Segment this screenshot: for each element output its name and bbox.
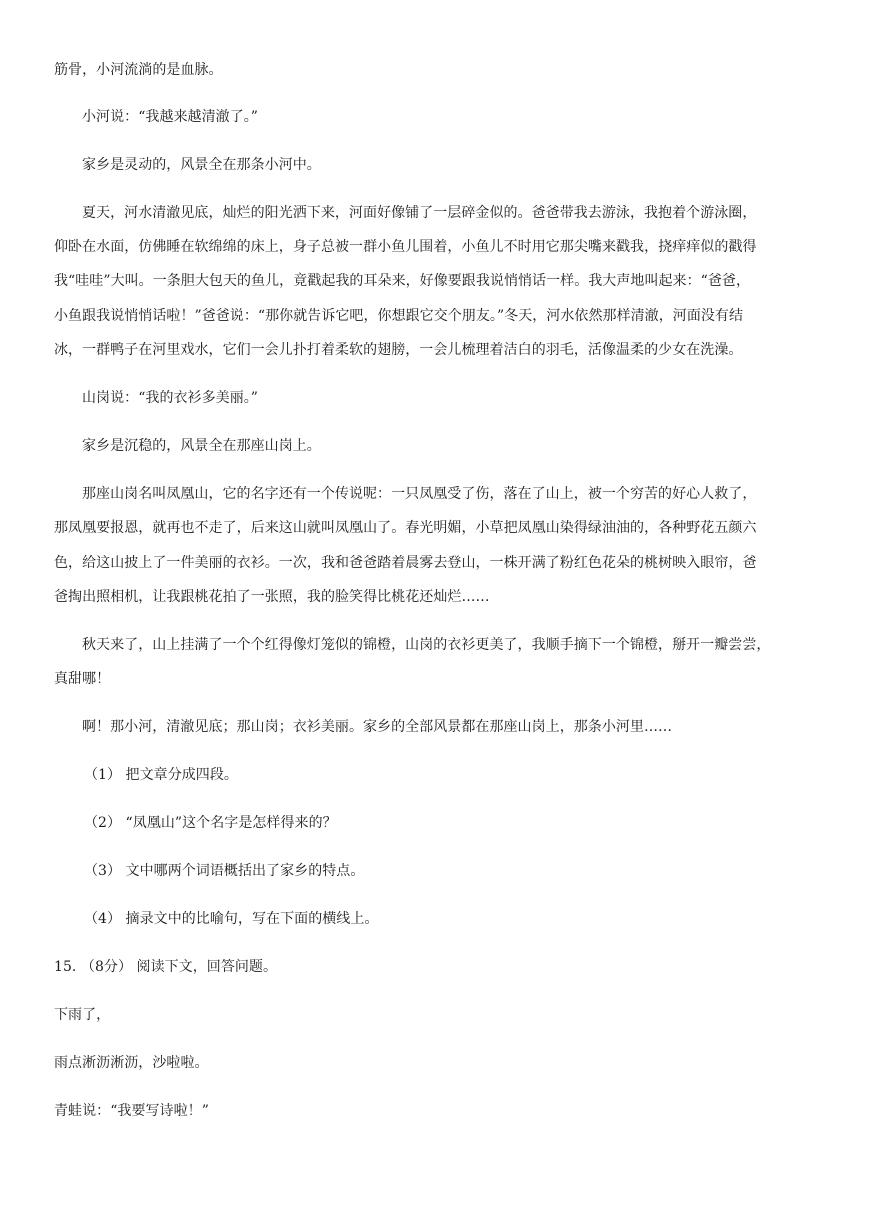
text-line: 家乡是灵动的，风景全在那条小河中。 <box>82 157 321 173</box>
question-item: （4） 摘录文中的比喻句，写在下面的横线上。 <box>84 911 379 927</box>
text-line: 那凤凰要报恩，就再也不走了，后来这山就叫凤凰山了。春光明媚，小草把凤凰山染得绿油油的，各种野花五颜六 <box>54 520 757 536</box>
question-item: （1） 把文章分成四段。 <box>84 767 238 783</box>
text-line: 秋天来了，山上挂满了一个个红得像灯笼似的锦橙，山岗的衣衫更美了，我顺手摘下一个锦橙，掰开一瓣尝尝， <box>82 637 771 653</box>
question-item: （2） “凤凰山”这个名字是怎样得来的？ <box>84 815 337 831</box>
text-line: 山岗说：“我的衣衫多美丽。” <box>82 390 259 406</box>
text-line: 仰卧在水面，仿佛睡在软绵绵的床上，身子总被一群小鱼儿围着，小鱼儿不时用它那尖嘴来戳我，挠痒痒似的戳得 <box>54 239 757 255</box>
text-line: 冰，一群鸭子在河里戏水，它们一会儿扑打着柔软的翅膀，一会儿梳理着洁白的羽毛，活像温柔的少女在洗澡。 <box>54 342 743 358</box>
text-line: 啊！那小河，清澈见底；那山岗；衣衫美丽。家乡的全部风景都在那座山岗上，那条小河里…… <box>82 719 673 735</box>
text-line: 下雨了， <box>54 1007 111 1023</box>
text-line: 小鱼跟我说悄悄话啦！”爸爸说：“那你就告诉它吧，你想跟它交个朋友。”冬天，河水依然那样清澈，河面没有结 <box>54 308 744 324</box>
text-line: 夏天，河水清澈见底，灿烂的阳光洒下来，河面好像铺了一层碎金似的。爸爸带我去游泳，我抱着个游泳圈， <box>82 205 757 221</box>
text-line: 那座山岗名叫凤凰山，它的名字还有一个传说呢：一只凤凰受了伤，落在了山上，被一个穷苦的好心人救了， <box>82 486 757 502</box>
text-line: 我“哇哇”大叫。一条胆大包天的鱼儿，竟戳起我的耳朵来，好像要跟我说悄悄话一样。我大声地叫起来：“爸爸， <box>54 273 751 289</box>
text-line: 青蛙说：“我要写诗啦！” <box>54 1103 209 1119</box>
text-line: 爸掏出照相机，让我跟桃花拍了一张照，我的脸笑得比桃花还灿烂…… <box>54 589 490 605</box>
question-heading: 15. （8分） 阅读下文，回答问题。 <box>54 959 278 975</box>
text-line: 雨点淅沥淅沥，沙啦啦。 <box>54 1055 209 1071</box>
text-line: 色，给这山披上了一件美丽的衣衫。一次，我和爸爸踏着晨雾去登山，一株开满了粉红色花朵的桃树映入眼帘，爸 <box>54 555 757 571</box>
text-line: 小河说：“我越来越清澈了。” <box>82 109 259 125</box>
question-item: （3） 文中哪两个词语概括出了家乡的特点。 <box>84 863 365 879</box>
text-line: 家乡是沉稳的，风景全在那座山岗上。 <box>82 438 321 454</box>
text-line: 真甜哪！ <box>54 671 111 687</box>
text-line: 筋骨，小河流淌的是血脉。 <box>54 62 223 78</box>
